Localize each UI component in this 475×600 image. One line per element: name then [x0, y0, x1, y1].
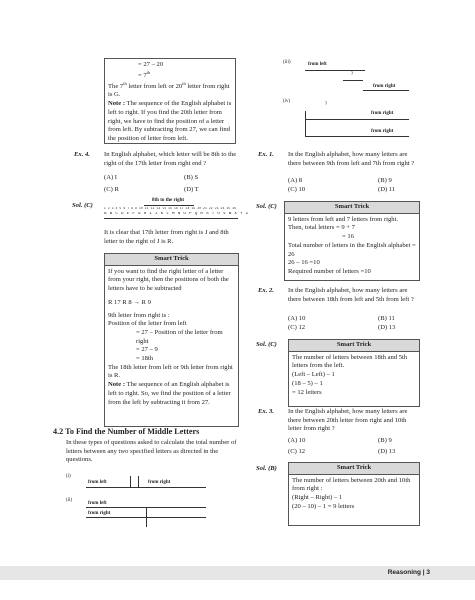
alphabet-figure	[104, 198, 249, 224]
from-right-label: from right	[148, 480, 171, 485]
section-body: In these types of questions asked to calculate the total number of letters between any two specified letters as directed in the questions.	[66, 439, 237, 464]
diagram-line	[86, 487, 206, 488]
alphabet-numbers: 1 2 3 4 5 6 7 8 9 10 11 12 13 14 15 16 17 18 19 20 21 22 23 24 25 26	[104, 207, 237, 211]
sol-c3-label: Sol. (C)	[256, 341, 277, 348]
diagram-line	[363, 90, 409, 91]
diagram-line	[305, 136, 409, 137]
intro-text: If you want to find the right letter of a letter from your right, then the positions of both the letters have to be subtracted	[108, 267, 229, 293]
alphabet-letters: A B C D E F G H I J K L M N O P Q R S T U V W X Y Z	[104, 212, 249, 216]
option: (A) 8	[288, 177, 303, 184]
ex3-question: In the English alphabet, how many letters are there between 20th letter from right and 10th letter from right ?	[288, 408, 408, 433]
ex4-question: In English alphabet, which letter will be 8th to the right of the 17th letter from right end ?	[104, 151, 237, 167]
footer-text: Reasoning | 3	[387, 569, 430, 576]
marker	[130, 476, 131, 487]
option: (C) 10	[288, 185, 306, 193]
step-text: = 16	[342, 233, 354, 241]
option: (D) 13	[378, 447, 396, 455]
step-text: The number of letters between 20th and 10th from right :	[292, 476, 411, 493]
diagram-label: (i)	[66, 474, 71, 479]
step-text: = 27 – Position of the letter from right	[136, 328, 223, 345]
ex2-options	[288, 315, 468, 332]
step-text: (20 – 10) – 1 = 9 letters	[292, 502, 355, 510]
step-text: = 12 letters	[292, 388, 322, 396]
ex3-options	[288, 437, 468, 456]
smart-trick-heading: Smart Trick	[285, 202, 419, 214]
from-right-label: from right	[373, 84, 396, 89]
top-note-box	[104, 58, 236, 144]
step-text: Position of the letter from left	[108, 320, 187, 328]
diagram-i	[66, 474, 216, 494]
option: (D) 11	[378, 185, 396, 193]
step-text: 9th letter from right is :	[108, 311, 170, 319]
from-right-label: from right	[371, 111, 394, 116]
step-text: = 27 – 9	[136, 346, 158, 354]
ex2-label: Ex. 2.	[258, 287, 274, 294]
page-footer	[0, 566, 475, 580]
fraction-line: R 17 R 8 → R 9	[108, 298, 151, 306]
marker	[146, 507, 147, 527]
sol-c1-text: It is clear that 17th letter from right is J and 8th letter to the right of J is R.	[104, 229, 229, 245]
caption-arrow	[144, 205, 194, 206]
option: (D) 13	[378, 323, 396, 331]
from-left-label: from left	[88, 501, 107, 506]
diagram-line	[305, 70, 365, 71]
step-text: (18 – 5) – 1	[292, 379, 323, 387]
marker	[138, 476, 139, 487]
question-mark: ?	[325, 102, 328, 107]
step-text: The number of letters between 18th and 5th letters from the left.	[292, 353, 408, 370]
step-text: Required number of letters =10	[288, 267, 371, 275]
option: (C) 12	[288, 323, 306, 331]
from-left-label: from left	[308, 62, 327, 67]
step-text: Total number of letters in the English alphabet = 26	[288, 241, 416, 258]
option: (C) R	[104, 185, 119, 193]
note-text: Note : The sequence of an English alphabet is left to right. So, we find the position of a letter from the left by subtracting it from 27.	[108, 381, 231, 406]
diagram-label: (iv)	[283, 99, 291, 104]
smart-trick-heading: Smart Trick	[105, 254, 238, 266]
eq-line-2: = 7th	[138, 69, 151, 79]
sol-c1-label: Sol. (C)	[72, 202, 93, 209]
sol-c2-label: Sol. (C)	[256, 203, 277, 210]
diagram-iii	[283, 60, 413, 96]
option: (A) 10	[288, 437, 306, 444]
eq-line-1: = 27 – 20	[138, 61, 164, 68]
step-text: 26 – 16 =10	[288, 259, 320, 267]
option: (C) 12	[288, 447, 306, 455]
smart-trick-box-1	[104, 253, 239, 427]
option: (B) 9	[378, 177, 392, 184]
note-text: Note : The sequence of the English alphabet is left to right. If you find the 20th letter from right, we have to find the position of a letter from left. By subtracting from 27, we can find the position of letter from left.	[108, 100, 232, 142]
ex3-label: Ex. 3.	[258, 408, 274, 415]
option: (B) 9	[378, 437, 392, 444]
step-text: 9 letters from left and 7 letters from right.	[288, 215, 399, 223]
ex4-options	[104, 174, 264, 194]
diagram-line	[305, 119, 409, 120]
marker	[305, 111, 306, 136]
step-text: = 18th	[136, 355, 154, 363]
ex2-question: In the English alphabet, how many letters are there between 18th from left and 5th from left ?	[288, 287, 414, 303]
step-text: The 18th letter from left or 9th letter from right is R.	[108, 363, 233, 380]
option: (B) S	[184, 174, 199, 181]
diagram-label: (ii)	[66, 498, 73, 503]
from-right-label: from right	[88, 511, 111, 516]
option: (A) I	[104, 174, 117, 181]
ex4-label: Ex. 4.	[74, 151, 90, 158]
ex1-question: In the English alphabet, how many letters are there between 9th from left and 7th from right ?	[288, 151, 415, 167]
result-text: The 7th letter from left or 20th letter from right is G.	[108, 80, 230, 99]
diagram-line	[343, 80, 363, 81]
step-text: (Right – Right) – 1	[292, 494, 343, 502]
alphabet-underline	[104, 218, 238, 219]
option: (B) 11	[378, 315, 395, 322]
option: (A) 10	[288, 315, 306, 322]
smart-trick-box-3	[288, 339, 420, 407]
step-text: (Left – Left) – 1	[292, 371, 335, 379]
diagram-label: (iii)	[283, 60, 291, 65]
smart-trick-heading: Smart Trick	[289, 463, 419, 475]
smart-trick-heading: Smart Trick	[289, 340, 419, 352]
smart-trick-box-2	[284, 201, 420, 281]
smart-trick-box-4	[288, 462, 420, 526]
diagram-iv	[283, 99, 413, 143]
ex1-label: Ex. 1.	[258, 151, 274, 158]
from-left-label: from left	[88, 480, 107, 485]
option: (D) T	[184, 185, 199, 193]
figure-caption: 8th to the right	[152, 198, 185, 203]
question-mark: ?	[351, 72, 354, 77]
from-right-label: from right	[371, 129, 394, 134]
sol-b-label: Sol. (B)	[256, 465, 277, 472]
step-text: Then, total letters = 9 + 7	[288, 224, 355, 232]
ex1-options	[288, 177, 468, 194]
diagram-ii	[66, 498, 216, 530]
section-title: 4.2 To Find the Number of Middle Letters	[53, 427, 200, 436]
